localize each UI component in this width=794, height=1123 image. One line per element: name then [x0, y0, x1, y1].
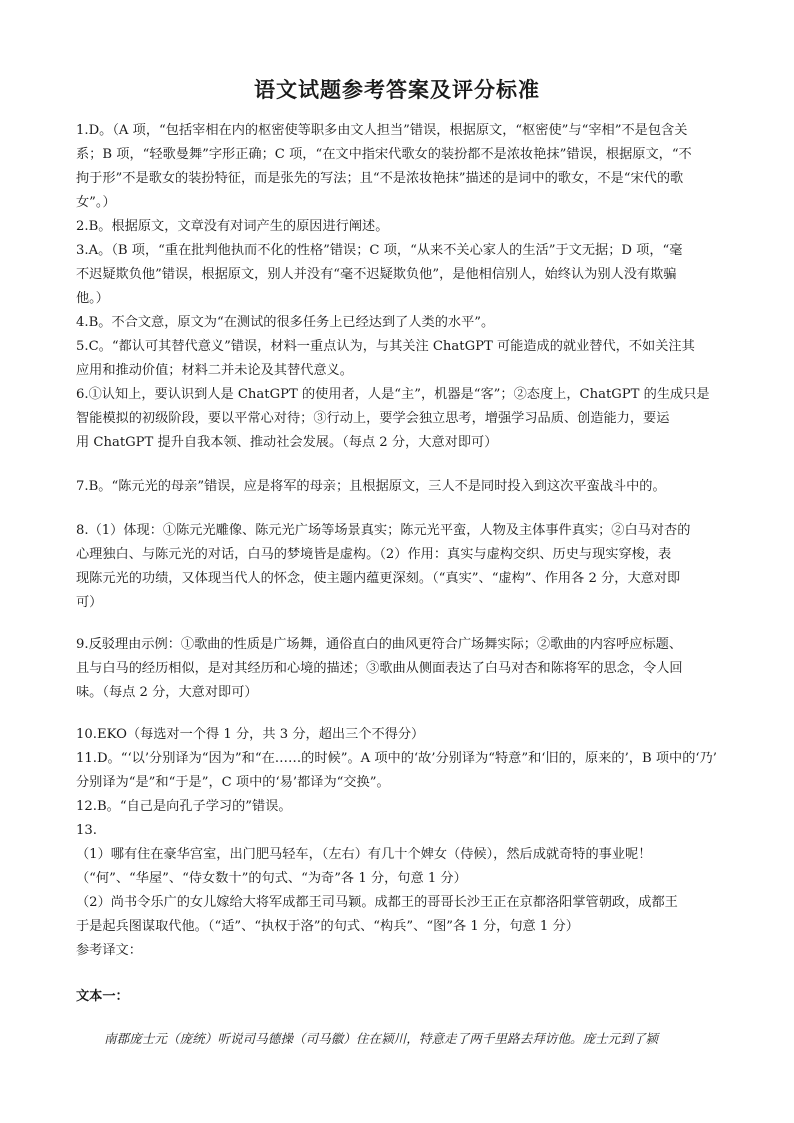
text-line: 分别译为“是”和“于是”，C 项中的‘易’都译为“交换”。	[76, 775, 390, 790]
section-heading: 文本一：	[76, 989, 129, 1004]
text-line: 心理独白、与陈元光的对话，白马的梦境皆是虚构。（2）作用：真实与虚构交织、历史与现实穿梭，表	[76, 547, 672, 562]
text-line: 于是起兵图谋取代他。（“适”、“执权于洛”的句式、“构兵”、“图”各 1 分，句意 1 分）	[76, 919, 579, 934]
text-line: 女”。）	[76, 195, 116, 210]
text-line: 2.B。根据原文，文章没有对词产生的原因进行阐述。	[76, 219, 389, 234]
text-line: 不迟疑欺负他”错误，根据原文，别人并没有“毫不迟疑欺负他”，是他相信别人，始终认为别人没有欺骗	[76, 267, 677, 282]
text-line: 12.B。“自己是向孔子学习的”错误。	[76, 799, 292, 814]
text-line: 8.（1）体现：①陈元光雕像、陈元光广场等场景真实；陈元光平蛮，人物及主体事件真实；②白马对杏的	[76, 523, 691, 538]
text-line: （2）尚书令乐广的女儿嫁给大将军成都王司马颖。成都王的哥哥长沙王正在京都洛阳掌管朝政，成都王	[76, 895, 678, 910]
text-line: 11.D。“‘以’分别译为“因为”和“在……的时候”。A 项中的‘故’分别译为“特意”和‘旧的，原来的’，B 项中的‘乃’	[76, 751, 717, 766]
text-line: 5.C。“都认可其替代意义”错误，材料一重点认为，与其关注 ChatGPT 可能造成的就业替代，不如关注其	[76, 339, 695, 354]
text-line: 拘于形”不是歌女的装扮特征，而是张先的写法；且“不是浓妆艳抹”描述的是词中的歌女，不是“宋代的歌	[76, 171, 684, 186]
text-line: （1）哪有住在豪华宫室，出门肥马轻车，（左右）有几十个婢女（侍候），然后成就奇特的事业呢！	[76, 847, 652, 862]
text-line: 且与白马的经历相似，是对其经历和心境的描述；③歌曲从侧面表达了白马对杏和陈将军的思念，令人回	[76, 661, 683, 676]
text-line: 系；B 项，“轻歌曼舞”字形正确；C 项，“在文中指宋代歌女的装扮都不是浓妆艳抹”错误，根据原文，“不	[76, 147, 692, 162]
text-line: 味。（每点 2 分，大意对即可）	[76, 685, 258, 700]
text-line: 13.	[76, 823, 97, 838]
text-line: 应用和推动价值；材料二并未论及其替代意义。	[76, 363, 353, 378]
text-line: 3.A。（B 项，“重在批判他执而不化的性格”错误；C 项，“从来不关心家人的生活”于文无据；D 项，“毫	[76, 243, 683, 258]
text-line: 参考译文：	[76, 943, 142, 958]
page-title: 语文试题参考答案及评分标准	[254, 77, 540, 102]
text-line: 南郡庞士元（庞统）听说司马德操（司马徽）住在颍川，特意走了两千里路去拜访他。庞士元到了颍	[104, 1031, 659, 1046]
text-line: 4.B。不合文意，原文为“在测试的很多任务上已经达到了人类的水平”。	[76, 315, 495, 330]
text-line: 用 ChatGPT 提升自我本领、推动社会发展。（每点 2 分，大意对即可）	[76, 435, 498, 450]
text-line: 他。）	[76, 291, 109, 306]
text-line: 可）	[76, 595, 103, 610]
text-line: 9.反驳理由示例：①歌曲的性质是广场舞，通俗直白的曲风更符合广场舞实际；②歌曲的内容呼应标题、	[76, 637, 683, 652]
text-line: （“何”、“华屋”、“侍女数十”的句式、“为奇”各 1 分，句意 1 分）	[76, 871, 467, 886]
text-line: 智能模拟的初级阶段，要以平常心对待；③行动上，要学会独立思考，增强学习品质、创造能力，要运	[76, 411, 670, 426]
text-line: 10.EKO（每选对一个得 1 分，共 3 分，超出三个不得分）	[76, 727, 425, 742]
text-line: 现陈元光的功绩，又体现当代人的怀念，使主题内蕴更深刻。（“真实”、“虚构”、作用各 2 分，大意对即	[76, 571, 681, 586]
text-line: 6.①认知上，要认识到人是 ChatGPT 的使用者，人是“主”，机器是“客”；②态度上，ChatGPT 的生成只是	[76, 387, 710, 402]
text-line: 1.D。（A 项，“包括宰相在内的枢密使等职多由文人担当”错误，根据原文，“枢密使”与“宰相”不是包含关	[76, 123, 688, 138]
text-line: 7.B。“陈元光的母亲”错误，应是将军的母亲；且根据原文，三人不是同时投入到这次平蛮战斗中的。	[76, 479, 666, 494]
